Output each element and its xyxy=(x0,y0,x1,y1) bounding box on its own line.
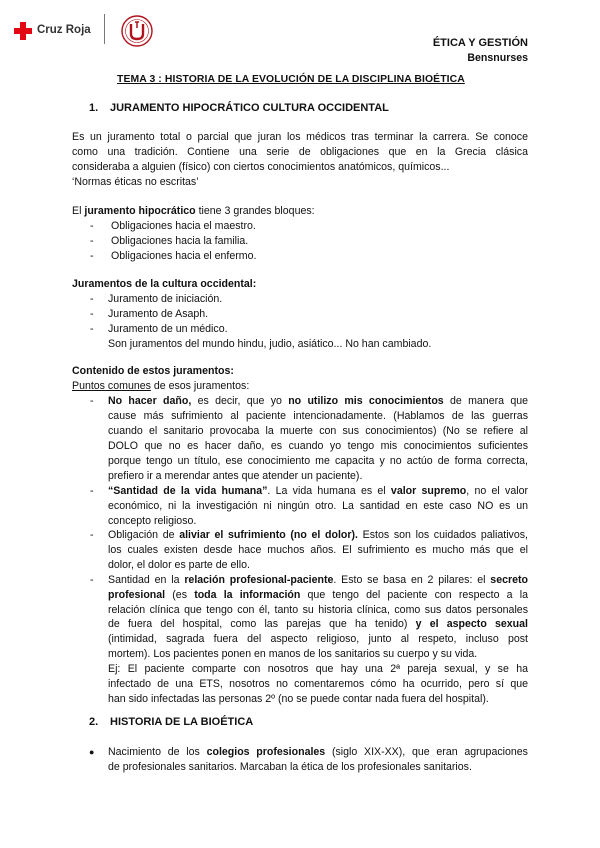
org-logo-text: Cruz Roja xyxy=(37,24,91,36)
point-line: cause más sufrimiento al paciente intencionadamente. (Hablamos de las guerras xyxy=(108,410,528,422)
section-2-heading xyxy=(89,716,253,728)
point-line: Obligación de aliviar el sufrimiento (no el dolor). Estos son los cuidados paliativos, xyxy=(108,529,528,541)
common-points-label: Puntos comunes de esos juramentos: xyxy=(72,380,250,392)
intro-line: Es un juramento total o parcial que juran los médicos tras terminar la carrera. Se conoce xyxy=(72,131,528,143)
bullet-line: Nacimiento de los colegios profesionales (siglo XIX-XX), que eran agrupaciones xyxy=(108,746,528,758)
bullet-line: de profesionales sanitarios. Marcaban la ética de los profesionales sanitarios. xyxy=(108,761,472,773)
point-line: No hacer daño, es decir, que yo no utilizo mis conocimientos de manera que xyxy=(108,395,528,407)
university-seal-icon xyxy=(118,14,156,48)
section-title: JURAMENTO HIPOCRÁTICO CULTURA OCCIDENTAL xyxy=(110,102,389,114)
point-line: cuando el sanitario provocaba la muerte con sus conocimientos) (No se refiere al xyxy=(108,425,528,437)
list-dash: - xyxy=(90,395,94,407)
page-title: TEMA 3 : HISTORIA DE LA EVOLUCIÓN DE LA DISCIPLINA BIOÉTICA xyxy=(117,74,465,85)
point-line: profesional (es toda la información que tengo del paciente con respecto a la xyxy=(108,589,528,601)
point-line: “Santidad de la vida humana”. La vida humana es el valor supremo, no el valor xyxy=(108,485,528,497)
author-name: Bensnurses xyxy=(467,52,528,64)
list-dash: - xyxy=(90,529,94,541)
intro-line: como una tradición. Contiene una serie de obligaciones que en la Grecia clásica xyxy=(72,146,528,158)
point-line: relación clínica que tengo con él, tanto su historia clínica, como sus datos personales xyxy=(108,604,528,616)
blocks-intro: El juramento hipocrático tiene 3 grandes bloques: xyxy=(72,205,315,217)
intro-line: consideraba a alguien (físico) con ciertos conocimientos anatómicos, químicos... xyxy=(72,161,450,173)
point-line: mortem). Los pacientes ponen en manos de los sanitarios su cuerpo y su vida. xyxy=(108,648,478,660)
course-title: ÉTICA Y GESTIÓN xyxy=(432,37,528,49)
point-line: Santidad en la relación profesional-paciente. Esto se basa en 2 pilares: el secreto xyxy=(108,574,528,586)
point-line: han sido infectadas las personas 2º (no se puede contar nada fuera del hospital). xyxy=(108,693,489,705)
section-number: 1. xyxy=(89,102,99,114)
subheading-occidental: Juramentos de la cultura occidental: xyxy=(72,278,257,290)
bullet-icon: ● xyxy=(89,747,95,757)
list-dash: - xyxy=(90,574,94,586)
point-line: infectado de una ETS, nosotros no comentaremos cómo ha ocurrido, pero sí que xyxy=(108,678,528,690)
point-line: los cuales existen desde hace muchos años. El sufrimiento es mucho más que el xyxy=(108,544,528,556)
point-line: (intimidad, sagrada fuera del aspecto religioso, junto al respeto, incluso post xyxy=(108,633,528,645)
logo-divider xyxy=(104,14,105,44)
section-title: HISTORIA DE LA BIOÉTICA xyxy=(110,716,254,728)
point-line: porque tengo un título, ese conocimiento me capacita y no actúo de forma correcta, xyxy=(108,455,528,467)
section-number: 2. xyxy=(89,716,99,728)
point-line: económico, ni la investigación ni ningún otro. La santidad en este caso NO es un xyxy=(108,500,528,512)
point-line: prefiero ir a merendar antes que atender un paciente). xyxy=(108,470,363,482)
subheading-content: Contenido de estos juramentos: xyxy=(72,365,234,377)
point-line: Ej: El paciente comparte con nosotros que hay una 2ª pareja sexual, y se ha xyxy=(108,663,528,675)
red-cross-icon xyxy=(14,22,32,40)
point-line: concepto religioso. xyxy=(108,515,197,527)
point-line: DOLO que no es hacer daño, es cuando yo tengo mis conocimientos suficientes xyxy=(108,440,528,452)
section-1-heading xyxy=(89,102,389,114)
list-dash: - xyxy=(90,485,94,497)
point-line: de fuera del hospital, como las parejas que ha tenido) y el aspecto sexual xyxy=(108,618,528,630)
intro-line: ‘Normas éticas no escritas’ xyxy=(72,176,199,188)
list-note: Son juramentos del mundo hindu, judio, asiático... No han cambiado. xyxy=(108,338,432,350)
point-line: dolor, el dolor es parte de ello. xyxy=(108,559,250,571)
